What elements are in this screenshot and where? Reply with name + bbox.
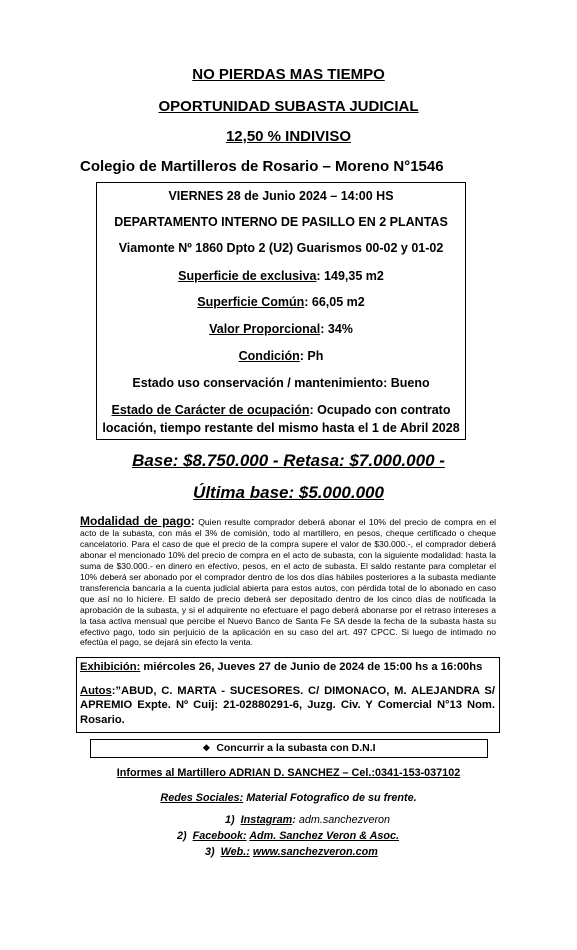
redes-sociales — [0, 792, 577, 804]
condicion-value: : Ph — [299, 349, 324, 363]
estado-ocupacion-label: Estado de Carácter de ocupación — [111, 403, 310, 417]
condicion-label: Condición — [238, 349, 300, 363]
condicion — [97, 349, 465, 363]
social-item-number: 2) — [177, 830, 187, 842]
ultima-base-label: Última base: — [193, 483, 295, 502]
diamond-bullet-icon: ❖ — [202, 743, 211, 753]
social-item-number: 3) — [205, 846, 215, 858]
facebook-page[interactable]: Adm. Sanchez Veron & Asoc. — [249, 830, 400, 842]
autos-label: Autos — [80, 685, 112, 697]
autos-text: :”ABUD, C. MARTA - SUCESORES. C/ DIMONACO, M. ALEJANDRA S/ APREMIO Expte. Nº Cuij: 21-02880291-6, Juzg. Civ. Y Comercial N°13 Nom. Rosario. — [80, 685, 495, 726]
property-address: Viamonte Nº 1860 Dpto 2 (U2) Guarismos 00-02 y 01-02 — [118, 241, 444, 255]
social-item-number: 1) — [225, 814, 235, 826]
exhibicion-autos-box — [76, 657, 500, 733]
exhibicion-text: miércoles 26, Jueves 27 de Junio de 2024 de 15:00 hs a 16:00hs — [140, 661, 483, 673]
valor-proporcional-label: Valor Proporcional — [209, 322, 321, 336]
estado-uso: Estado uso conservación / mantenimiento: Bueno — [132, 376, 430, 390]
estado-ocupacion-line2: locación, tiempo restante del mismo hasta el 1 de Abril 2028 — [102, 421, 460, 435]
concurrir-text: Concurrir a la subasta con D.N.I — [216, 742, 376, 754]
modalidad-pago-label: Modalidad de pago — [80, 514, 191, 528]
facebook-label: Facebook: — [192, 830, 247, 842]
headline-subasta-judicial: OPORTUNIDAD SUBASTA JUDICIAL — [158, 98, 419, 115]
superficie-comun-label: Superficie Común — [197, 295, 305, 309]
instagram-handle[interactable]: adm.sanchezveron — [298, 814, 391, 826]
colegio-line: Colegio de Martilleros de Rosario – Moreno N°1546 — [80, 158, 444, 175]
web-link[interactable]: www.sanchezveron.com — [252, 846, 378, 858]
concurrir-box — [90, 739, 488, 758]
estado-ocupacion — [97, 403, 465, 417]
exhibicion-label: Exhibición: — [80, 661, 141, 673]
web-label: Web.: — [220, 846, 250, 858]
superficie-exclusiva-value: : 149,35 m2 — [316, 269, 384, 283]
superficie-exclusiva-label: Superficie de exclusiva — [178, 269, 317, 283]
details-box — [96, 182, 466, 440]
ultima-base — [0, 483, 577, 503]
superficie-exclusiva — [97, 269, 465, 283]
base-retasa: Base: $8.750.000 - Retasa: $7.000.000 - — [132, 451, 445, 470]
social-item-web — [205, 846, 378, 858]
autos — [80, 684, 495, 727]
redes-sociales-label: Redes Sociales: — [160, 792, 244, 804]
modalidad-pago-text: Quien resulte comprador deberá abonar el 10% del precio de compra en el acto de la subasta, con más el 3% de comisión, todo al martillero, en pesos, cheque certificado o cheque cancelatorio. Para el caso de que el precio de la compra supere el valor de $30.000.-, el comprador deberá abonar el mencionado 10% del precio de compra en el acto de subasta, con la siguiente modalidad: hasta la suma de $30.000.- en dinero en efectivo, pesos, en el acto de subasta. El saldo restante para completar el 10% deberá ser abonado por el comprador dentro de los dos días hábiles posteriores a la subasta mediante transferencia bancaria a la cuenta judicial abierta para estos autos, con pérdida total de lo abonado en caso que así no lo hiciere. El saldo de precio deberá ser depositado dentro de los cinco días de notificada la aprobación de la subasta, y si el adquirente no efectuare el pago deberá abonarse por el retraso intereses a la tasa activa mensual que percibe el Nuevo Banco de Santa Fe SA desde la fecha de la subasta hasta su efectivo pago, todo sin perjuicio de la aplicación en su caso del art. 497 CPCC. Si luego de intimado no efectúa el pago, se dejará sin efecto la venta. — [80, 517, 497, 648]
valor-proporcional-value: : 34% — [320, 322, 353, 336]
auction-date: VIERNES 28 de Junio 2024 – 14:00 HS — [168, 189, 394, 203]
headline-indiviso: 12,50 % INDIVISO — [225, 128, 352, 145]
property-type: DEPARTAMENTO INTERNO DE PASILLO EN 2 PLANTAS — [114, 215, 448, 229]
concurrir-line — [91, 742, 487, 754]
superficie-comun — [97, 295, 465, 309]
informes-line: Informes al Martillero ADRIAN D. SANCHEZ – Cel.:0341-153-037102 — [116, 767, 461, 779]
modalidad-pago-colon: : — [190, 514, 195, 528]
instagram-separator: : — [292, 814, 299, 826]
modalidad-pago — [80, 516, 496, 648]
social-item-instagram — [225, 814, 390, 826]
headline-no-pierdas: NO PIERDAS MAS TIEMPO — [192, 66, 385, 83]
estado-ocupacion-value: : Ocupado con contrato — [309, 403, 451, 417]
superficie-comun-value: : 66,05 m2 — [304, 295, 365, 309]
exhibicion — [80, 661, 482, 673]
instagram-label: Instagram — [240, 814, 293, 826]
redes-sociales-text: Material Fotografico de su frente. — [243, 792, 417, 804]
ultima-base-value: $5.000.000 — [294, 483, 384, 502]
social-item-facebook — [177, 830, 399, 842]
valor-proporcional — [97, 322, 465, 336]
